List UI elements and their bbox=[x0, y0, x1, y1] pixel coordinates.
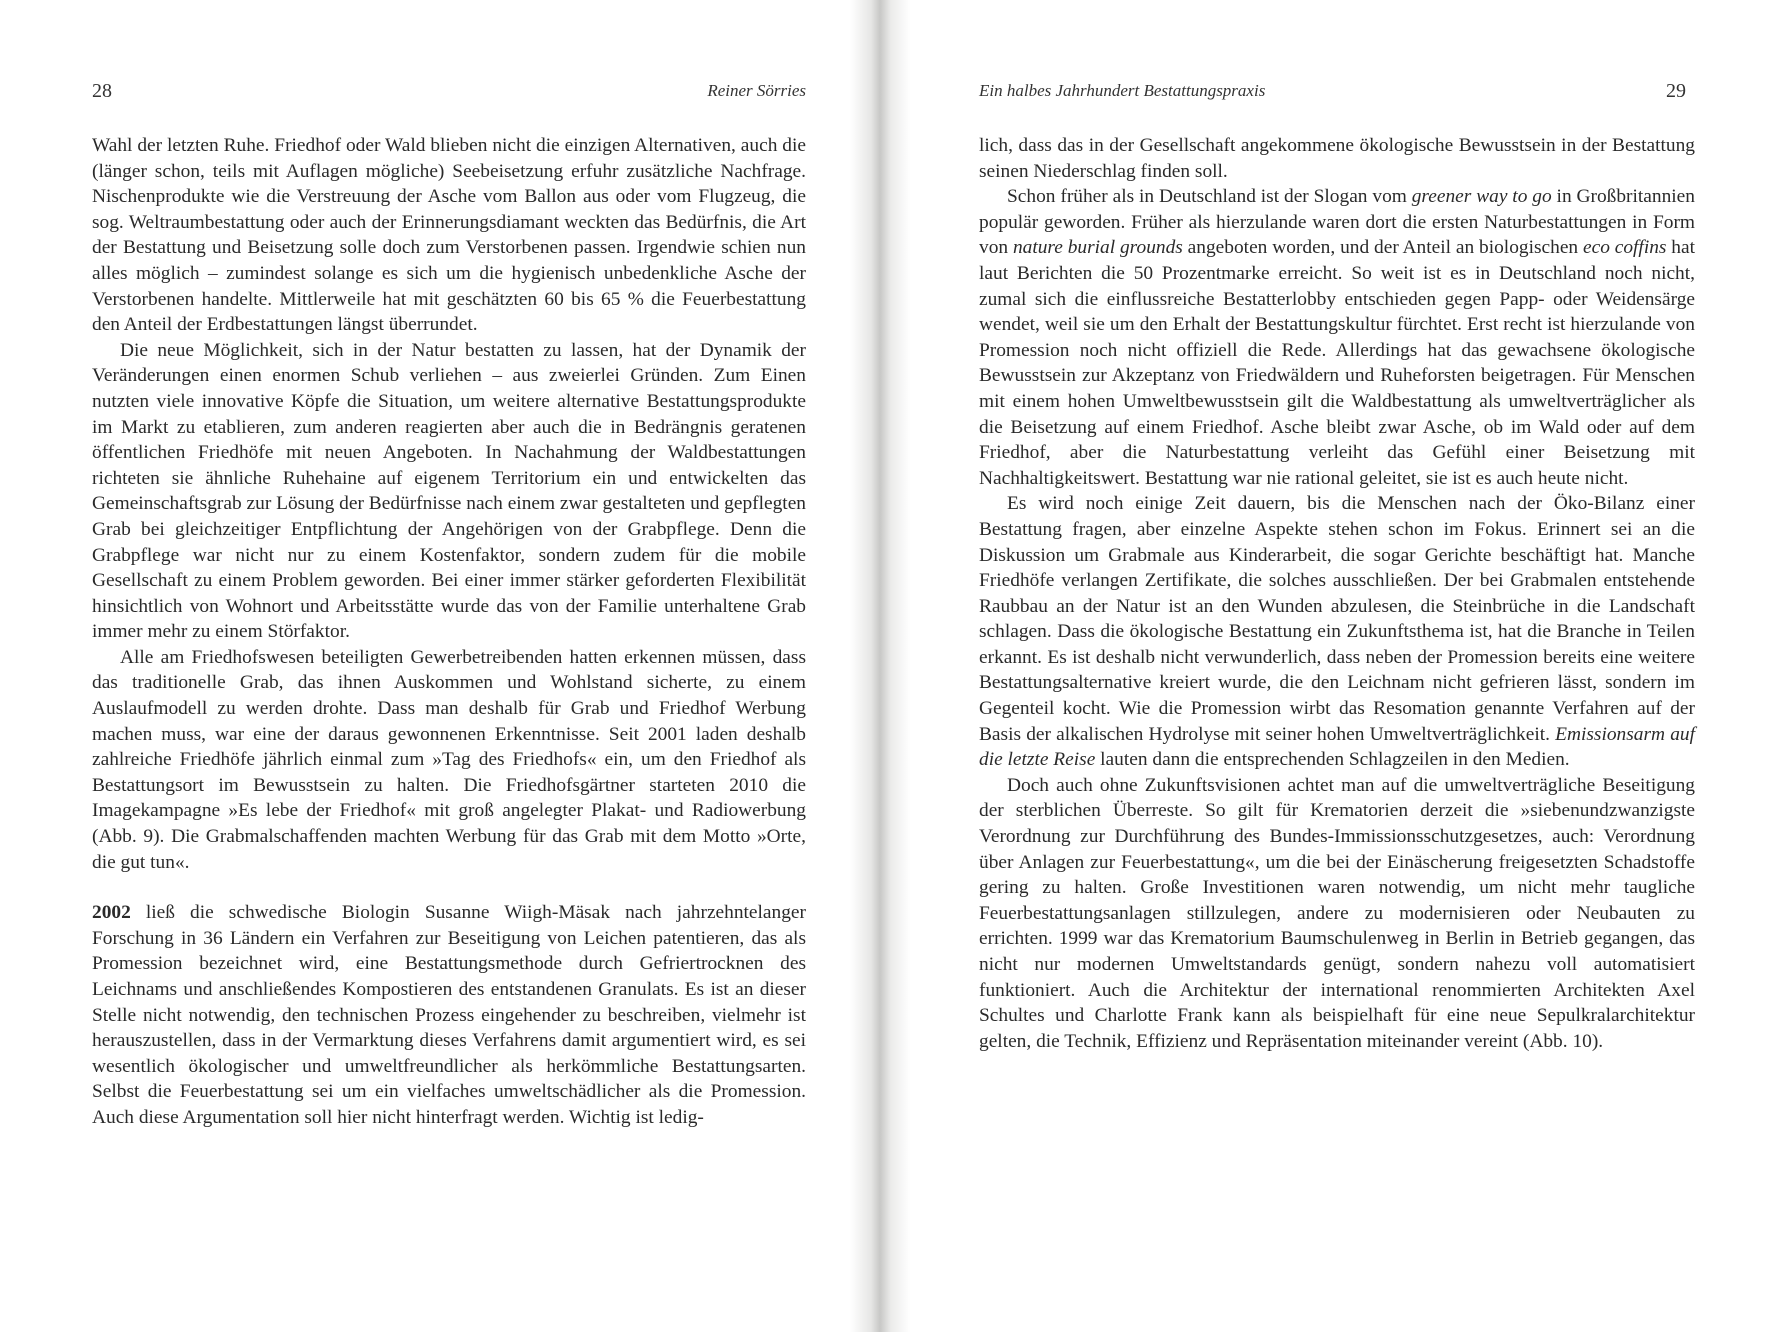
year-heading: 2002 bbox=[92, 902, 131, 924]
text-run: lauten dann die entsprechenden Schlagzeilen in den Medien. bbox=[1095, 749, 1570, 771]
text-run: hat laut Berichten die 50 Prozentmarke erreicht. So weit ist es in Deutschland noch nicht, zumal sich die einflussreiche Bestatterlobby entschieden gegen Papp- oder Weidensärge wendet, weil sie um den Erhalt der Bestattungskultur fürchtet. Erst recht ist hierzulande von Promession noch nicht offiziell die Rede. Allerdings hat das gewachsene ökologische Bewusstsein zur Akzeptanz von Friedwäldern und Ruheforsten beigetragen. Für Menschen mit einem hohen Umweltbewusstsein gilt die Waldbestattung als umweltverträglicher als die Beisetzung auf einem Friedhof. Asche bleibt zwar Asche, ob im Wald oder auf dem Friedhof, aber die Naturbestattung verleiht das Gefühl einer Beisetzung mit Nachhaltigkeitswert. Bestattung war nie rational geleitet, sie ist es auch heute nicht. bbox=[979, 237, 1695, 489]
italic-phrase: Emissionsarm auf die letzte Reise bbox=[979, 723, 1695, 771]
paragraph bbox=[979, 491, 1695, 773]
running-head-right: Ein halbes Jahrhundert Bestattungspraxis bbox=[979, 81, 1266, 100]
italic-phrase: eco coffins bbox=[1582, 237, 1667, 259]
text-run: Schon früher als in Deutschland ist der Slogan vom bbox=[1007, 186, 1412, 208]
running-head-left: Reiner Sörries bbox=[707, 81, 806, 100]
paragraph: lich, dass das in der Gesellschaft angekommene ökologische Bewusstsein in der Bestattung seinen Niederschlag finden soll. bbox=[979, 135, 1695, 182]
paragraph: Die neue Möglichkeit, sich in der Natur bestatten zu lassen, hat der Dynamik der Veränderungen einen enormen Schub verliehen – aus zweierlei Gründen. Zum Einen nutzten viele innovative Köpfe die Situation, um weitere alternative Bestattungsprodukte im Markt zu etablieren, zum anderen reagierten aber auch die in Bedrängnis geratenen öffentlichen Friedhöfe mit neuen Angeboten. In Nachahmung der Waldbestattungen richteten sie ähnliche Ruhehaine auf eigenem Territorium ein und entwickelten das Gemeinschaftsgrab zur Lösung der Bedürfnisse nach einem zwar gestalteten und gepflegten Grab bei gleichzeitiger Entpflichtung der Angehörigen von der Grabpflege. Denn die Grabpflege war nicht nur zu einem Kostenfaktor, sondern zudem für die mobile Gesellschaft zu einem Problem geworden. Bei einer immer stärker geforderten Flexibilität hinsichtlich von Wohnort und Arbeitsstätte wurde das von der Familie unterhaltene Grab immer mehr zu einem Störfaktor. bbox=[92, 339, 806, 643]
paragraph: Alle am Friedhofswesen beteiligten Gewerbetreibenden hatten erkennen müssen, dass das traditionelle Grab, das ihnen Auskommen und Wohlstand sicherte, zu einem Auslaufmodell zu werden drohte. Dass man deshalb für Grab und Friedhof Werbung machen muss, war eine der daraus gewonnenen Erkenntnisse. Seit 2001 laden deshalb zahlreiche Friedhöfe jährlich einmal zum »Tag des Friedhofs« ein, um den Friedhof als Bestattungsort im Bewusstsein zu halten. Die Friedhofsgärtner starteten 2010 die Imagekampagne »Es lebe der Friedhof« mit groß angelegter Plakat- und Radiowerbung (Abb. 9). Die Grabmalschaffenden machten Werbung für das Grab mit dem Motto »Orte, die gut tun«. bbox=[92, 646, 806, 873]
left-page bbox=[0, 0, 880, 1332]
italic-phrase: greener way to go bbox=[1411, 186, 1552, 208]
paragraph: Doch auch ohne Zukunftsvisionen achtet man auf die umweltverträgliche Beseitigung der sterblichen Überreste. So gilt für Krematorien derzeit die »siebenundzwanzigste Verordnung zur Durchführung des Bundes-Immissionsschutzgesetzes, auch: Verordnung über Anlagen zur Feuerbestattung«, um die bei der Einäscherung freigesetzten Schadstoffe gering zu halten. Große Investitionen waren notwendig, um nicht mehr taugliche Feuerbestattungsanlagen stillzulegen, andere zu modernisieren oder Neubauten zu errichten. 1999 war das Krematorium Baumschulenweg in Berlin in Betrieb gegangen, das nicht nur modernen Umweltstandards genügt, sondern nahezu voll automatisiert funktioniert. Auch die Architektur der international renommierten Architekten Axel Schultes und Charlotte Frank kann als beispielhaft für eine neue Sepulkralarchitektur gelten, die Technik, Effizienz und Repräsentation miteinander vereint (Abb. 10). bbox=[979, 774, 1695, 1052]
text-run: in Großbritannien populär geworden. Früher als hierzulande waren dort die ersten Naturbestattungen in Form von bbox=[979, 186, 1695, 259]
italic-phrase: nature burial grounds bbox=[1012, 237, 1183, 259]
paragraph-year-2002 bbox=[92, 900, 806, 1130]
left-body-text bbox=[92, 133, 806, 1131]
right-body-text bbox=[979, 133, 1695, 1054]
paragraph-text: ließ die schwedische Biologin Susanne Wiigh-Mäsak nach jahrzehntelanger Forschung in 36 Ländern ein Verfahren zur Beseitigung von Leichen patentieren, das als Promession bezeichnet wird, eine Bestattungsmethode durch Gefriertrocknen des Leichnams und anschließendes Kompostieren des entstandenen Granulats. Es ist an dieser Stelle nicht notwendig, den technischen Prozess eingehender zu beschreiben, vielmehr ist herauszustellen, dass in der Vermarktung dieses Verfahrens damit argumentiert wird, es sei wesentlich ökologischer und umweltfreundlicher als herkömmliche Bestattungsarten. Selbst die Feuerbestattung sei um ein vielfaches umweltschädlicher als die Promession. Auch diese Argumentation soll hier nicht hinterfragt werden. Wichtig ist ledig- bbox=[92, 902, 806, 1128]
right-page bbox=[880, 0, 1784, 1332]
text-run: angeboten worden, und der Anteil an biologischen bbox=[1182, 237, 1583, 259]
page-number-right: 29 bbox=[1666, 80, 1686, 102]
page-number-left: 28 bbox=[92, 80, 112, 102]
paragraph bbox=[979, 184, 1695, 491]
paragraph: Wahl der letzten Ruhe. Friedhof oder Wald blieben nicht die einzigen Alternativen, auch die (länger schon, teils mit Auflagen mögliche) Seebeisetzung erfuhr zusätzliche Nachfrage. Nischenprodukte wie die Verstreuung der Asche vom Ballon aus oder vom Flugzeug, die sog. Weltraumbestattung oder auch der Erinnerungsdiamant weckten das Bedürfnis, die Art der Bestattung und Beisetzung solle doch zum Verstorbenen passen. Irgendwie schien nun alles möglich – zumindest solange es sich um die hygienisch unbedenkliche Asche der Verstorbenen handelte. Mittlerweile hat mit geschätzten 60 bis 65 % die Feuerbestattung den Anteil der Erdbestattungen längst überrundet. bbox=[92, 135, 806, 336]
text-run: Es wird noch einige Zeit dauern, bis die Menschen nach der Öko-Bilanz einer Bestattung fragen, aber einzelne Aspekte stehen schon im Fokus. Erinnert sei an die Diskussion um Grabmale aus Kinderarbeit, die sogar Gerichte beschäftigt hat. Manche Friedhöfe verlangen Zertifikate, die solches ausschließen. Der bei Grabmalen entstehende Raubbau an der Natur ist an den Wunden abzulesen, die Steinbrüche in die Landschaft schlagen. Dass die ökologische Bestattung ein Zukunftsthema ist, hat die Branche in Teilen erkannt. Es ist deshalb nicht verwunderlich, dass neben der Promession bereits eine weitere Bestattungsalternative kreiert wurde, die den Leichnam nicht gefrieren lässt, sondern im Gegenteil kocht. Wie die Promession wirbt das Resomation genannte Verfahren auf der Basis der alkalischen Hydrolyse mit seiner hohen Umweltverträglichkeit. bbox=[979, 493, 1695, 745]
